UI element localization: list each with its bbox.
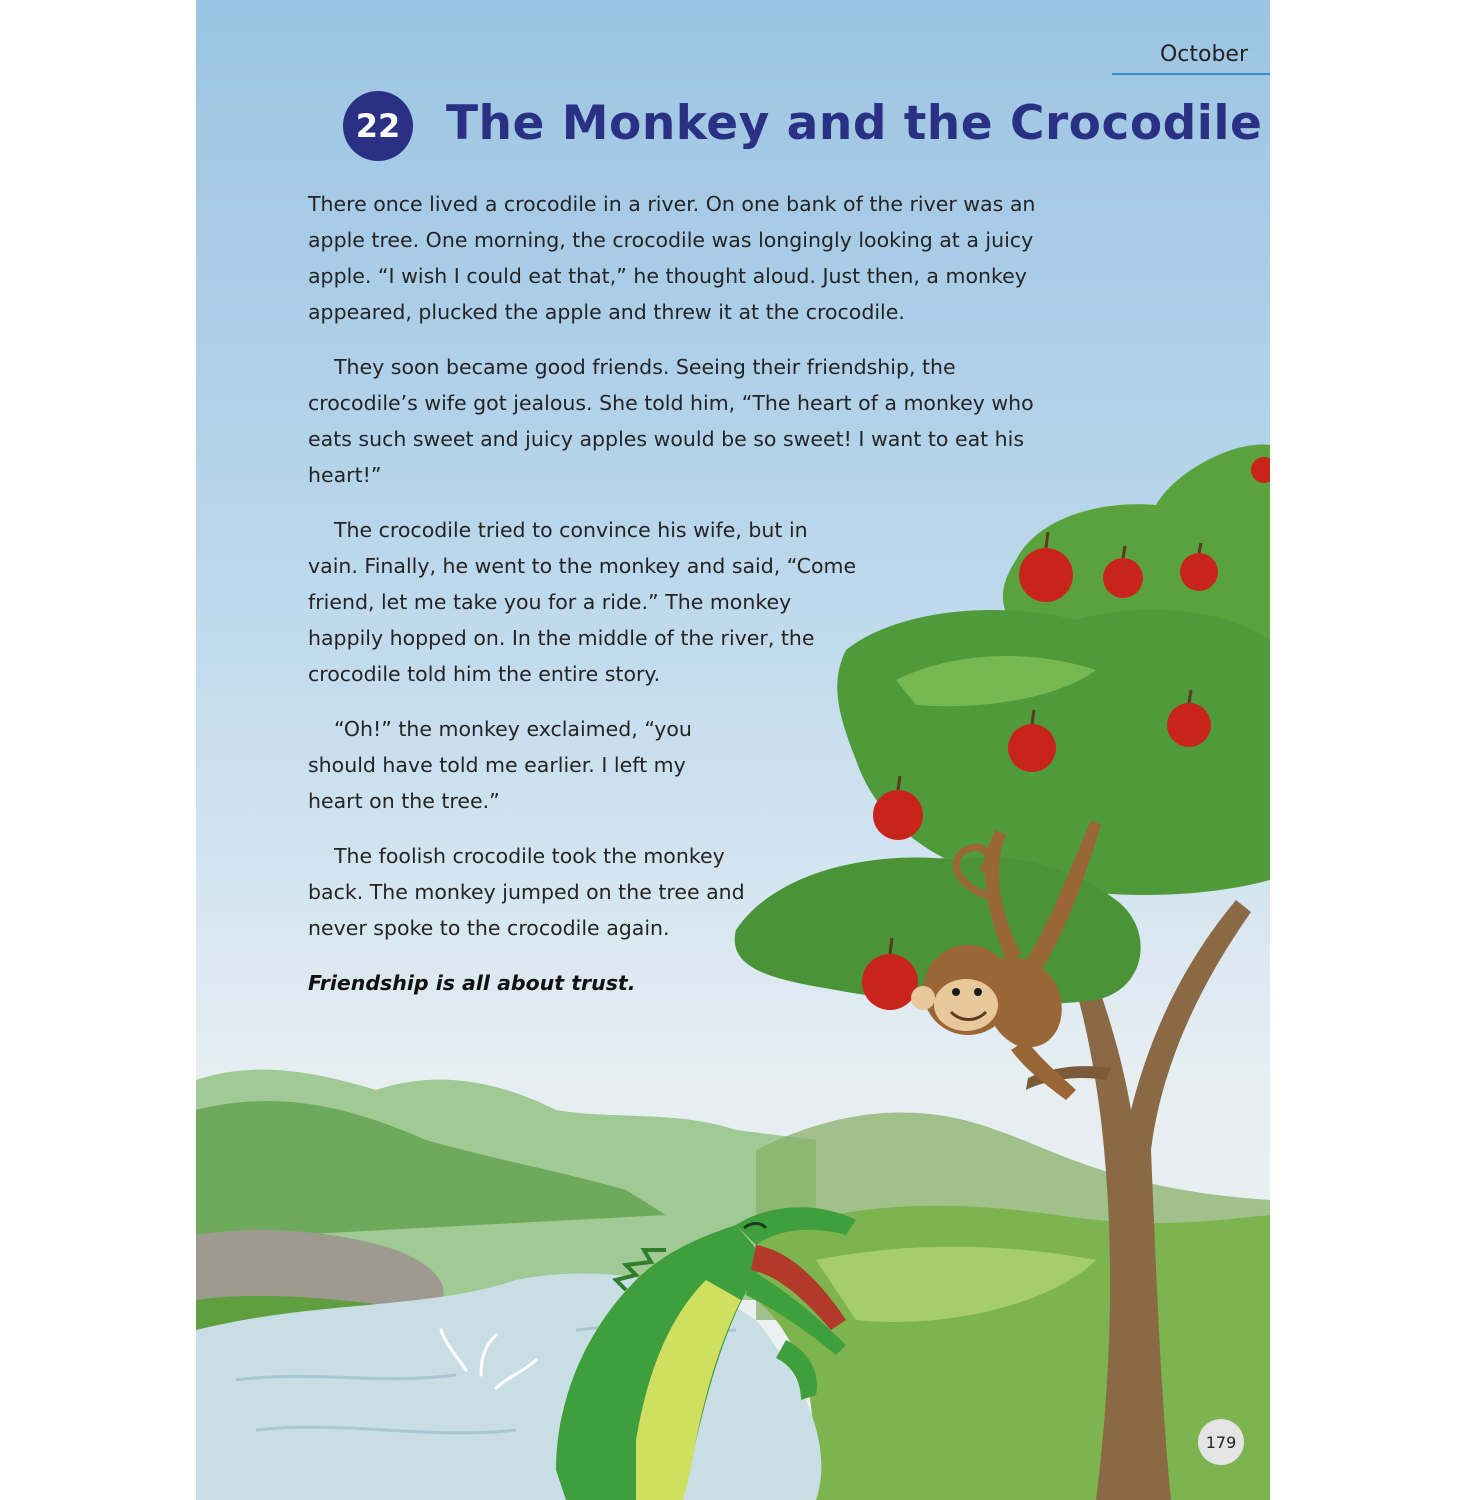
day-number-badge: 22 xyxy=(343,91,413,161)
story-moral: Friendship is all about trust. xyxy=(308,971,636,995)
story-paragraph: They soon became good friends. Seeing their friendship, the crocodile’s wife got jealous. She told him, “The heart of a monkey who eats such sweet and juicy apples would be so sweet! I want to eat his heart!” xyxy=(308,355,1034,487)
story-text xyxy=(308,186,1048,1020)
apple xyxy=(1103,558,1143,598)
apple xyxy=(1180,553,1218,591)
page-number: 179 xyxy=(1198,1419,1244,1465)
story-page xyxy=(196,0,1270,1500)
story-paragraph: The crocodile tried to convince his wife, but in vain. Finally, he went to the monkey and said, “Come friend, let me take you for a ride.” The monkey happily hopped on. In the middle of the river, the crocodile told him the entire story. xyxy=(308,518,857,686)
story-title: The Monkey and the Crocodile xyxy=(446,96,1263,151)
apple xyxy=(1167,703,1211,747)
month-label: October xyxy=(1159,42,1248,67)
story-paragraph: There once lived a crocodile in a river. On one bank of the river was an apple tree. One morning, the crocodile was longingly looking at a juicy apple. “I wish I could eat that,” he thought aloud. Just then, a monkey appeared, plucked the apple and threw it at the crocodile. xyxy=(308,192,1036,324)
month-divider xyxy=(1112,73,1270,75)
story-paragraph: “Oh!” the monkey exclaimed, “you should have told me earlier. I left my heart on the tree.” xyxy=(308,717,692,813)
story-paragraph: The foolish crocodile took the monkey back. The monkey jumped on the tree and never spoke to the crocodile again. xyxy=(308,844,745,940)
